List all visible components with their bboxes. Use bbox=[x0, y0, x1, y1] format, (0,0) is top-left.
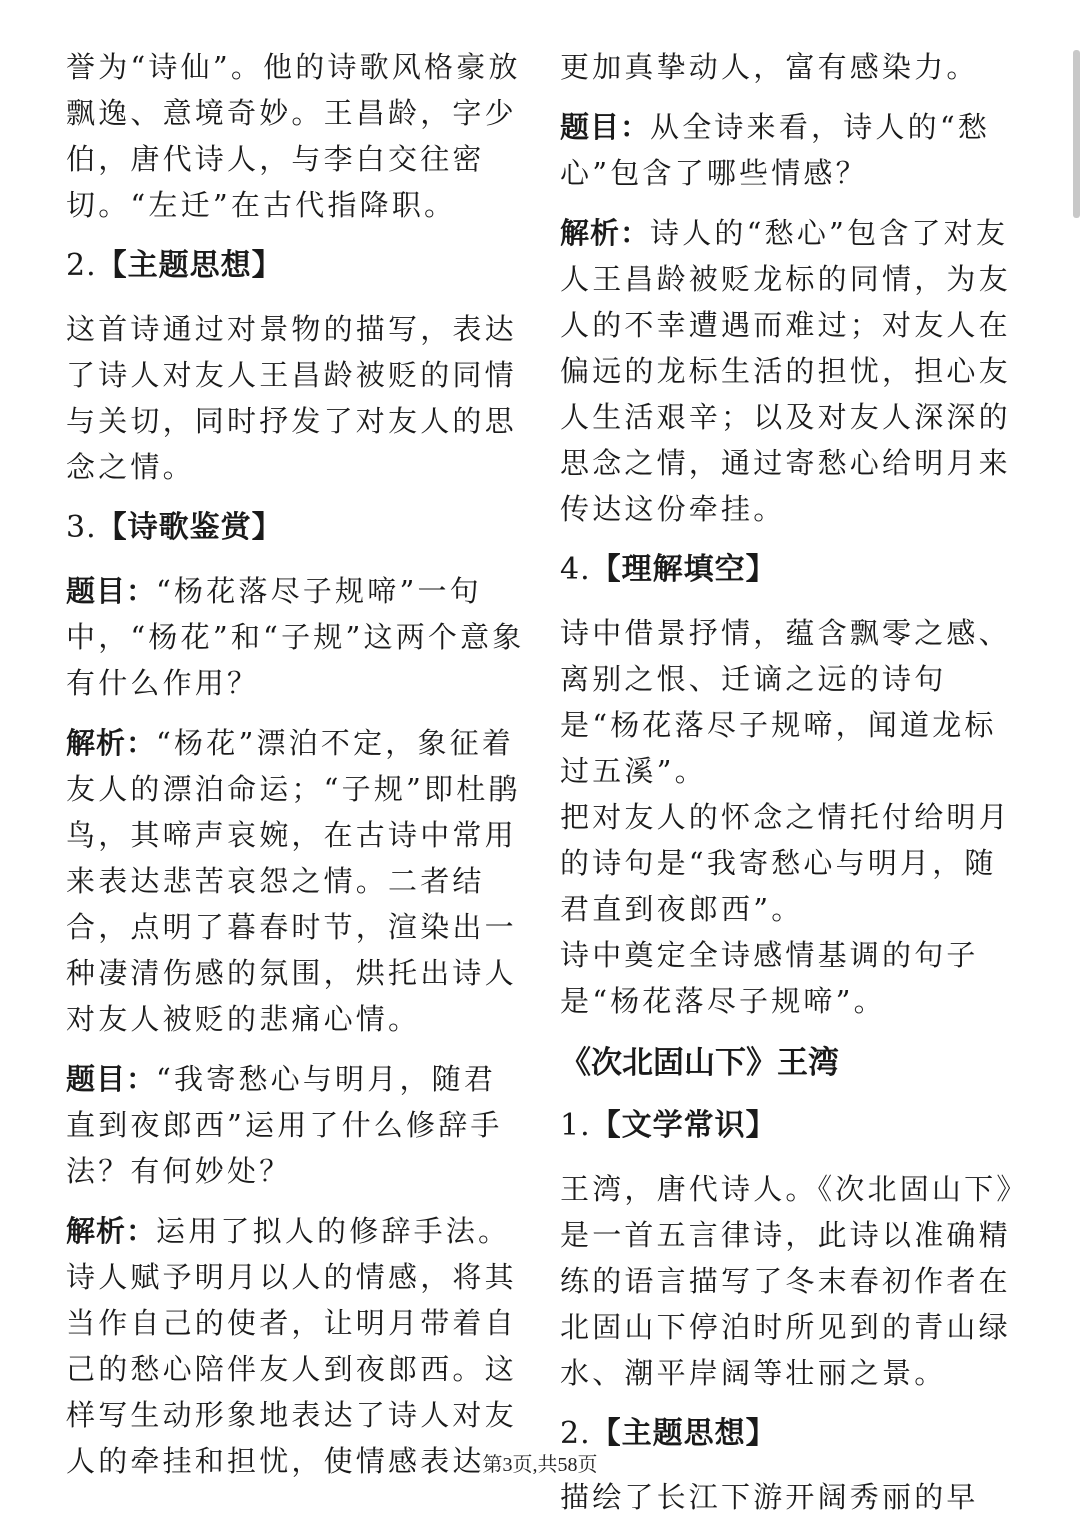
heading-number: 2. bbox=[66, 248, 97, 283]
answer-1 bbox=[66, 720, 526, 1042]
question-text: “杨花落尽子规啼”一句中，“杨花”和“子规”这两个意象有什么作用？ bbox=[66, 574, 525, 700]
heading-number: 4. bbox=[560, 552, 591, 587]
right-column bbox=[560, 44, 1020, 1520]
question-text: “我寄愁心与明月，随君直到夜郎西”运用了什么修辞手法？有何妙处？ bbox=[66, 1062, 503, 1188]
scrollbar[interactable] bbox=[1073, 50, 1080, 218]
question-3 bbox=[560, 104, 1020, 196]
fill-in-1: 诗中借景抒情，蕴含飘零之感、离别之恨、迁谪之远的诗句是“杨花落尽子规啼，闻道龙标过五溪”。 bbox=[560, 616, 1011, 788]
answer-label: 解析： bbox=[66, 1214, 157, 1248]
answer-label: 解析： bbox=[66, 726, 157, 760]
paragraph-theme: 这首诗通过对景物的描写，表达了诗人对友人王昌龄被贬的同情与关切，同时抒发了对友人的思念之情。 bbox=[66, 312, 517, 484]
answer-text: 诗人的“愁心”包含了对友人王昌龄被贬龙标的同情，为友人的不幸遭遇而难过；对友人在偏远的龙标生活的担忧，担心友人生活艰辛；以及对友人深深的思念之情，通过寄愁心给明月来传达这份牵挂。 bbox=[560, 216, 1011, 526]
question-1 bbox=[66, 568, 526, 706]
question-label: 题目： bbox=[66, 1062, 157, 1096]
answer-2-continued: 更加真挚动人，富有感染力。 bbox=[560, 50, 979, 84]
answer-text: 运用了拟人的修辞手法。诗人赋予明月以人的情感，将其当作自己的使者，让明月带着自己的愁心陪伴友人到夜郎西。这样写生动形象地表达了诗人对友人的牵挂和担忧，使情感表达 bbox=[66, 1214, 517, 1478]
heading-label: 【理解填空】 bbox=[590, 552, 777, 587]
heading-literary-knowledge bbox=[560, 1102, 1020, 1150]
heading-theme bbox=[66, 242, 526, 290]
heading-fill-in bbox=[560, 546, 1020, 594]
question-2 bbox=[66, 1056, 526, 1194]
answer-2 bbox=[66, 1208, 526, 1484]
heading-appreciation bbox=[66, 504, 526, 552]
paragraph-wang-wan-intro: 王湾，唐代诗人。《次北固山下》是一首五言律诗，此诗以准确精练的语言描写了冬末春初作者在北固山下停泊时所见到的青山绿水、潮平岸阔等壮丽之景。 bbox=[560, 1172, 1015, 1390]
paragraph-theme-2: 描绘了长江下游开阔秀丽的早 bbox=[560, 1480, 979, 1514]
heading-label: 【主题思想】 bbox=[96, 248, 283, 283]
fill-in-2: 把对友人的怀念之情托付给明月的诗句是“我寄愁心与明月，随君直到夜郎西”。 bbox=[560, 800, 1011, 926]
heading-number: 1. bbox=[560, 1108, 591, 1143]
answer-text: “杨花”漂泊不定，象征着友人的漂泊命运；“子规”即杜鹃鸟，其啼声哀婉，在古诗中常用来表达悲苦哀怨之情。二者结合，点明了暮春时节，渲染出一种凄清伤感的氛围，烘托出诗人对友人被贬的悲痛心情。 bbox=[66, 726, 521, 1036]
question-text: 从全诗来看，诗人的“愁心”包含了哪些情感？ bbox=[560, 110, 991, 190]
question-label: 题目： bbox=[66, 574, 157, 608]
page-number: 第3页,共58页 bbox=[482, 1454, 598, 1476]
answer-label: 解析： bbox=[560, 216, 651, 250]
question-label: 题目： bbox=[560, 110, 651, 144]
heading-number: 3. bbox=[66, 510, 97, 545]
fill-in-3: 诗中奠定全诗感情基调的句子是“杨花落尽子规啼”。 bbox=[560, 938, 979, 1018]
left-column bbox=[66, 44, 526, 1484]
heading-number: 2. bbox=[560, 1416, 591, 1451]
heading-label: 【诗歌鉴赏】 bbox=[96, 510, 283, 545]
poem-title: 《次北固山下》王湾 bbox=[560, 1045, 839, 1081]
paragraph-li-bai-intro: 誉为“诗仙”。他的诗歌风格豪放飘逸、意境奇妙。王昌龄，字少伯，唐代诗人，与李白交往密切。“左迁”在古代指降职。 bbox=[66, 50, 521, 222]
heading-label: 【主题思想】 bbox=[590, 1416, 777, 1451]
answer-3 bbox=[560, 210, 1020, 532]
heading-label: 【文学常识】 bbox=[590, 1108, 777, 1143]
